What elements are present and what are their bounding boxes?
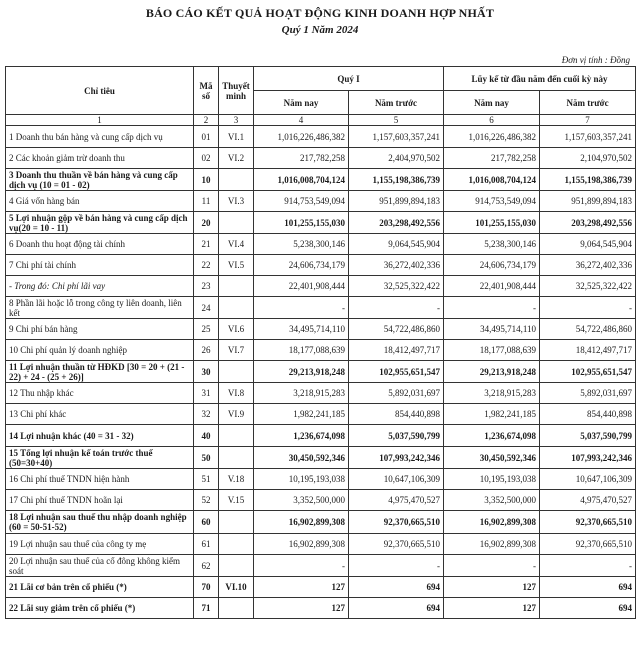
row-code: 70 <box>194 577 219 598</box>
col-idx: 5 <box>349 115 444 126</box>
row-note <box>219 169 254 191</box>
table-row <box>6 319 636 340</box>
row-name: 7 Chi phí tài chính <box>6 255 194 276</box>
table-row <box>6 447 636 469</box>
row-note <box>219 555 254 577</box>
row-code: 52 <box>194 490 219 511</box>
col-idx: 6 <box>444 115 540 126</box>
row-code: 20 <box>194 212 219 234</box>
row-name: 20 Lợi nhuận sau thuế của cổ đông không kiểm soát <box>6 555 194 577</box>
table-row <box>6 425 636 447</box>
row-quarter-prev-year: 4,975,470,527 <box>349 490 444 511</box>
col-idx: 7 <box>540 115 636 126</box>
row-ytd-prev-year: 4,975,470,527 <box>540 490 636 511</box>
row-note: VI.8 <box>219 383 254 404</box>
row-ytd-prev-year: 92,370,665,510 <box>540 534 636 555</box>
table-row <box>6 191 636 212</box>
row-ytd-this-year: 3,352,500,000 <box>444 490 540 511</box>
header-chi-tieu: Chỉ tiêu <box>6 67 194 115</box>
row-ytd-prev-year: 203,298,492,556 <box>540 212 636 234</box>
row-quarter-this-year: - <box>254 297 349 319</box>
report-period: Quý 1 Năm 2024 <box>281 24 359 36</box>
row-ytd-this-year: 34,495,714,110 <box>444 319 540 340</box>
row-code: 62 <box>194 555 219 577</box>
row-code: 60 <box>194 511 219 534</box>
row-note: VI.3 <box>219 191 254 212</box>
row-note: VI.9 <box>219 404 254 425</box>
row-name: 10 Chi phí quản lý doanh nghiệp <box>6 340 194 361</box>
row-quarter-this-year: 1,236,674,098 <box>254 425 349 447</box>
row-note: VI.10 <box>219 577 254 598</box>
row-note <box>219 511 254 534</box>
row-quarter-this-year: 127 <box>254 577 349 598</box>
row-quarter-prev-year: 32,525,322,422 <box>349 276 444 297</box>
row-code: 23 <box>194 276 219 297</box>
row-quarter-this-year: 34,495,714,110 <box>254 319 349 340</box>
row-ytd-this-year: 10,195,193,038 <box>444 469 540 490</box>
table-row <box>6 383 636 404</box>
row-note: VI.7 <box>219 340 254 361</box>
row-note <box>219 447 254 469</box>
row-ytd-prev-year: 854,440,898 <box>540 404 636 425</box>
row-quarter-prev-year: 1,155,198,386,739 <box>349 169 444 191</box>
row-ytd-this-year: 127 <box>444 598 540 619</box>
row-quarter-this-year: 1,016,008,704,124 <box>254 169 349 191</box>
col-idx: 2 <box>194 115 219 126</box>
row-quarter-this-year: - <box>254 555 349 577</box>
row-name: 19 Lợi nhuận sau thuế của công ty mẹ <box>6 534 194 555</box>
row-name: 15 Tổng lợi nhuận kế toán trước thuế (50=30+40) <box>6 447 194 469</box>
row-quarter-this-year: 16,902,899,308 <box>254 534 349 555</box>
row-note: V.15 <box>219 490 254 511</box>
row-quarter-this-year: 3,352,500,000 <box>254 490 349 511</box>
table-row <box>6 234 636 255</box>
row-ytd-prev-year: 5,037,590,799 <box>540 425 636 447</box>
header-y-nam-nay: Năm nay <box>444 91 540 115</box>
row-code: 24 <box>194 297 219 319</box>
table-row <box>6 404 636 425</box>
income-statement-table <box>5 66 636 619</box>
table-row <box>6 148 636 169</box>
row-name: 13 Chi phí khác <box>6 404 194 425</box>
row-code: 02 <box>194 148 219 169</box>
row-quarter-prev-year: 694 <box>349 598 444 619</box>
row-name: 18 Lợi nhuận sau thuế thu nhập doanh nghiệp (60 = 50-51-52) <box>6 511 194 534</box>
row-code: 22 <box>194 255 219 276</box>
row-code: 40 <box>194 425 219 447</box>
row-ytd-prev-year: 36,272,402,336 <box>540 255 636 276</box>
row-code: 26 <box>194 340 219 361</box>
row-code: 10 <box>194 169 219 191</box>
row-name: 3 Doanh thu thuần về bán hàng và cung cấp dịch vụ (10 = 01 - 02) <box>6 169 194 191</box>
header-thuyet-minh: Thuyết minh <box>219 67 254 115</box>
row-ytd-prev-year: 5,892,031,697 <box>540 383 636 404</box>
row-name: 11 Lợi nhuận thuần từ HĐKD [30 = 20 + (21 - 22) + 24 - (25 + 26)] <box>6 361 194 383</box>
col-idx: 3 <box>219 115 254 126</box>
col-idx: 4 <box>254 115 349 126</box>
row-code: 32 <box>194 404 219 425</box>
row-ytd-prev-year: 102,955,651,547 <box>540 361 636 383</box>
row-quarter-prev-year: - <box>349 297 444 319</box>
row-ytd-this-year: 30,450,592,346 <box>444 447 540 469</box>
row-ytd-this-year: - <box>444 555 540 577</box>
header-luy-ke: Lũy kế từ đầu năm đến cuối kỳ này <box>444 67 636 91</box>
row-quarter-prev-year: 10,647,106,309 <box>349 469 444 490</box>
table-row <box>6 555 636 577</box>
row-note: V.18 <box>219 469 254 490</box>
row-quarter-this-year: 29,213,918,248 <box>254 361 349 383</box>
row-name: 22 Lãi suy giảm trên cổ phiếu (*) <box>6 598 194 619</box>
row-quarter-prev-year: 694 <box>349 577 444 598</box>
row-name: 16 Chi phí thuế TNDN hiện hành <box>6 469 194 490</box>
row-quarter-prev-year: 36,272,402,336 <box>349 255 444 276</box>
row-ytd-this-year: 18,177,088,639 <box>444 340 540 361</box>
row-ytd-prev-year: 107,993,242,346 <box>540 447 636 469</box>
row-note <box>219 276 254 297</box>
row-ytd-this-year: 1,016,226,486,382 <box>444 126 540 148</box>
row-code: 11 <box>194 191 219 212</box>
report-title: BÁO CÁO KẾT QUẢ HOẠT ĐỘNG KINH DOANH HỢP NHẤT <box>145 6 495 20</box>
col-idx: 1 <box>6 115 194 126</box>
row-quarter-prev-year: 854,440,898 <box>349 404 444 425</box>
row-name: 17 Chi phí thuế TNDN hoãn lại <box>6 490 194 511</box>
table-row <box>6 511 636 534</box>
row-ytd-prev-year: 1,155,198,386,739 <box>540 169 636 191</box>
row-code: 31 <box>194 383 219 404</box>
row-ytd-this-year: 24,606,734,179 <box>444 255 540 276</box>
row-ytd-this-year: 1,982,241,185 <box>444 404 540 425</box>
table-row <box>6 490 636 511</box>
row-note: VI.2 <box>219 148 254 169</box>
row-name: 1 Doanh thu bán hàng và cung cấp dịch vụ <box>6 126 194 148</box>
row-quarter-this-year: 101,255,155,030 <box>254 212 349 234</box>
table-row <box>6 534 636 555</box>
row-note: VI.6 <box>219 319 254 340</box>
row-note <box>219 212 254 234</box>
row-ytd-prev-year: - <box>540 555 636 577</box>
header-ma-so: Mã số <box>194 67 219 115</box>
row-note: VI.1 <box>219 126 254 148</box>
row-name: - Trong đó: Chi phí lãi vay <box>6 276 194 297</box>
row-note: VI.5 <box>219 255 254 276</box>
row-quarter-prev-year: 1,157,603,357,241 <box>349 126 444 148</box>
row-ytd-prev-year: - <box>540 297 636 319</box>
row-quarter-prev-year: 9,064,545,904 <box>349 234 444 255</box>
row-ytd-this-year: - <box>444 297 540 319</box>
row-quarter-this-year: 30,450,592,346 <box>254 447 349 469</box>
row-quarter-this-year: 127 <box>254 598 349 619</box>
row-note <box>219 361 254 383</box>
header-q-nam-truoc: Năm trước <box>349 91 444 115</box>
row-quarter-this-year: 22,401,908,444 <box>254 276 349 297</box>
row-ytd-prev-year: 1,157,603,357,241 <box>540 126 636 148</box>
row-quarter-this-year: 3,218,915,283 <box>254 383 349 404</box>
row-quarter-this-year: 18,177,088,639 <box>254 340 349 361</box>
row-ytd-this-year: 16,902,899,308 <box>444 511 540 534</box>
row-name: 6 Doanh thu hoạt động tài chính <box>6 234 194 255</box>
table-row <box>6 169 636 191</box>
row-name: 14 Lợi nhuận khác (40 = 31 - 32) <box>6 425 194 447</box>
row-ytd-prev-year: 694 <box>540 598 636 619</box>
header-q-nam-nay: Năm nay <box>254 91 349 115</box>
column-index-row <box>6 115 636 126</box>
row-quarter-this-year: 1,982,241,185 <box>254 404 349 425</box>
table-row <box>6 598 636 619</box>
row-code: 50 <box>194 447 219 469</box>
row-code: 61 <box>194 534 219 555</box>
row-ytd-prev-year: 18,412,497,717 <box>540 340 636 361</box>
row-quarter-prev-year: 5,037,590,799 <box>349 425 444 447</box>
row-ytd-prev-year: 2,104,970,502 <box>540 148 636 169</box>
table-row <box>6 361 636 383</box>
row-ytd-prev-year: 694 <box>540 577 636 598</box>
table-body <box>6 126 636 619</box>
row-name: 4 Giá vốn hàng bán <box>6 191 194 212</box>
table-row <box>6 340 636 361</box>
row-ytd-this-year: 29,213,918,248 <box>444 361 540 383</box>
row-ytd-this-year: 22,401,908,444 <box>444 276 540 297</box>
row-quarter-this-year: 24,606,734,179 <box>254 255 349 276</box>
table-row <box>6 126 636 148</box>
row-ytd-prev-year: 32,525,322,422 <box>540 276 636 297</box>
row-note <box>219 598 254 619</box>
row-ytd-this-year: 3,218,915,283 <box>444 383 540 404</box>
row-quarter-this-year: 217,782,258 <box>254 148 349 169</box>
table-row <box>6 297 636 319</box>
row-ytd-prev-year: 10,647,106,309 <box>540 469 636 490</box>
row-note <box>219 425 254 447</box>
row-ytd-this-year: 1,236,674,098 <box>444 425 540 447</box>
row-quarter-prev-year: 18,412,497,717 <box>349 340 444 361</box>
row-quarter-this-year: 914,753,549,094 <box>254 191 349 212</box>
row-ytd-this-year: 1,016,008,704,124 <box>444 169 540 191</box>
row-quarter-prev-year: 203,298,492,556 <box>349 212 444 234</box>
header-y-nam-truoc: Năm trước <box>540 91 636 115</box>
row-name: 21 Lãi cơ bản trên cổ phiếu (*) <box>6 577 194 598</box>
row-ytd-this-year: 127 <box>444 577 540 598</box>
row-note: VI.4 <box>219 234 254 255</box>
row-ytd-prev-year: 54,722,486,860 <box>540 319 636 340</box>
row-quarter-this-year: 10,195,193,038 <box>254 469 349 490</box>
row-name: 5 Lợi nhuận gộp về bán hàng và cung cấp dịch vụ(20 = 10 - 11) <box>6 212 194 234</box>
row-quarter-prev-year: 92,370,665,510 <box>349 511 444 534</box>
row-quarter-prev-year: 54,722,486,860 <box>349 319 444 340</box>
row-code: 21 <box>194 234 219 255</box>
row-ytd-this-year: 217,782,258 <box>444 148 540 169</box>
row-quarter-prev-year: 2,404,970,502 <box>349 148 444 169</box>
row-code: 30 <box>194 361 219 383</box>
row-name: 8 Phần lãi hoặc lỗ trong công ty liên doanh, liên kết <box>6 297 194 319</box>
table-row <box>6 212 636 234</box>
row-quarter-prev-year: 951,899,894,183 <box>349 191 444 212</box>
row-name: 9 Chi phí bán hàng <box>6 319 194 340</box>
row-quarter-this-year: 1,016,226,486,382 <box>254 126 349 148</box>
row-ytd-this-year: 5,238,300,146 <box>444 234 540 255</box>
row-quarter-prev-year: 102,955,651,547 <box>349 361 444 383</box>
row-code: 71 <box>194 598 219 619</box>
table-row <box>6 255 636 276</box>
row-ytd-prev-year: 92,370,665,510 <box>540 511 636 534</box>
table-row <box>6 276 636 297</box>
row-note <box>219 297 254 319</box>
row-quarter-this-year: 16,902,899,308 <box>254 511 349 534</box>
row-quarter-prev-year: 92,370,665,510 <box>349 534 444 555</box>
header-quy: Quý I <box>254 67 444 91</box>
currency-unit: Đơn vị tính : Đồng <box>561 55 630 65</box>
row-note <box>219 534 254 555</box>
table-row <box>6 469 636 490</box>
row-name: 2 Các khoản giảm trừ doanh thu <box>6 148 194 169</box>
row-ytd-this-year: 914,753,549,094 <box>444 191 540 212</box>
row-code: 01 <box>194 126 219 148</box>
row-code: 25 <box>194 319 219 340</box>
row-quarter-prev-year: - <box>349 555 444 577</box>
row-ytd-this-year: 101,255,155,030 <box>444 212 540 234</box>
row-name: 12 Thu nhập khác <box>6 383 194 404</box>
row-code: 51 <box>194 469 219 490</box>
table-row <box>6 577 636 598</box>
row-quarter-this-year: 5,238,300,146 <box>254 234 349 255</box>
row-quarter-prev-year: 107,993,242,346 <box>349 447 444 469</box>
row-ytd-this-year: 16,902,899,308 <box>444 534 540 555</box>
row-ytd-prev-year: 951,899,894,183 <box>540 191 636 212</box>
row-quarter-prev-year: 5,892,031,697 <box>349 383 444 404</box>
row-ytd-prev-year: 9,064,545,904 <box>540 234 636 255</box>
